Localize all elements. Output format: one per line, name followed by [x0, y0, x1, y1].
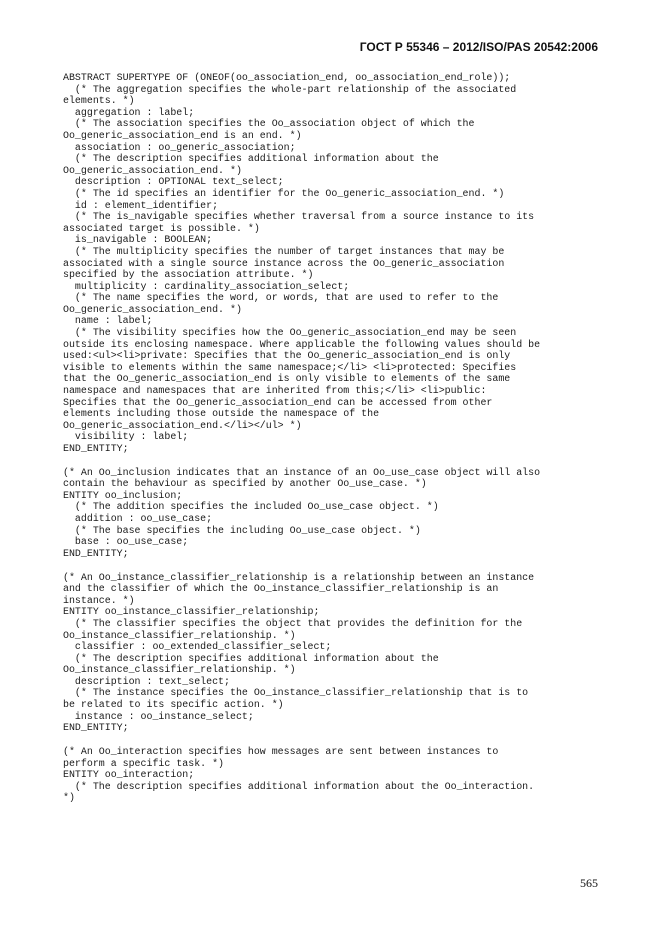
code-line: description : OPTIONAL text_select; — [63, 176, 284, 188]
code-line: Oo_instance_classifier_relationship. *) — [63, 664, 296, 676]
code-line: namespace and namespaces that are inherited from this;</li> <li>public: — [63, 385, 487, 397]
code-line: elements including those outside the namespace of the — [63, 408, 380, 420]
express-code-listing — [63, 72, 603, 804]
code-line: used:<ul><li>private: Specifies that the Oo_generic_association_end is only — [63, 350, 511, 362]
code-line: ENTITY oo_instance_classifier_relationship; — [63, 606, 320, 618]
code-line: ABSTRACT SUPERTYPE OF (ONEOF(oo_association_end, oo_association_end_role)); — [63, 72, 511, 83]
code-line: END_ENTITY; — [63, 547, 129, 559]
code-line: instance. *) — [63, 594, 135, 606]
block-separator — [63, 559, 603, 571]
code-line: END_ENTITY; — [63, 722, 129, 734]
code-line: instance : oo_instance_select; — [63, 710, 254, 722]
code-line: and the classifier of which the Oo_instance_classifier_relationship is an — [63, 583, 499, 595]
code-line: (* The description specifies additional information about the — [63, 153, 439, 165]
code-line: (* The association specifies the Oo_association object of which the — [63, 118, 475, 130]
code-line: outside its enclosing namespace. Where applicable the following values should be — [63, 338, 541, 350]
code-line: be related to its specific action. *) — [63, 699, 284, 711]
code-line: (* An Oo_inclusion indicates that an instance of an Oo_use_case object will also — [63, 466, 541, 478]
code-line: specified by the association attribute. *) — [63, 269, 314, 281]
code-line: (* The is_navigable specifies whether traversal from a source instance to its — [63, 211, 535, 223]
code-line: association : oo_generic_association; — [63, 141, 296, 153]
document-header: ГОСТ Р 55346 – 2012/ISO/PAS 20542:2006 — [359, 40, 598, 54]
block-separator — [63, 455, 603, 467]
code-line: Oo_generic_association_end. *) — [63, 303, 242, 315]
code-line: id : element_identifier; — [63, 199, 219, 211]
code-line: elements. *) — [63, 95, 135, 107]
code-line: (* The name specifies the word, or words, that are used to refer to the — [63, 292, 499, 304]
code-line: (* The visibility specifies how the Oo_generic_association_end may be seen — [63, 327, 517, 339]
code-line: (* An Oo_instance_classifier_relationship is a relationship between an instance — [63, 571, 535, 583]
code-line: (* The addition specifies the included Oo_use_case object. *) — [63, 501, 439, 513]
block-separator — [63, 734, 603, 746]
code-line: ENTITY oo_inclusion; — [63, 489, 183, 501]
code-line: that the Oo_generic_association_end is only visible to elements of the same — [63, 373, 511, 385]
code-line: perform a specific task. *) — [63, 757, 225, 769]
code-line: associated target is possible. *) — [63, 222, 260, 234]
code-line: Oo_generic_association_end is an end. *) — [63, 129, 302, 141]
code-line: classifier : oo_extended_classifier_select; — [63, 641, 332, 653]
code-line: is_navigable : BOOLEAN; — [63, 234, 213, 246]
code-line: visibility : label; — [63, 431, 189, 443]
code-line: addition : oo_use_case; — [63, 513, 213, 525]
code-line: aggregation : label; — [63, 106, 195, 118]
page-number: 565 — [580, 876, 598, 890]
code-line: contain the behaviour as specified by another Oo_use_case. *) — [63, 478, 427, 490]
code-line: name : label; — [63, 315, 153, 327]
code-line: description : text_select; — [63, 675, 230, 687]
code-line: associated with a single source instance across the Oo_generic_association — [63, 257, 505, 269]
code-line: (* The description specifies additional information about the — [63, 652, 439, 664]
code-line: (* The multiplicity specifies the number of target instances that may be — [63, 245, 505, 257]
code-line: (* The instance specifies the Oo_instance_classifier_relationship that is to — [63, 687, 529, 699]
code-line: ENTITY oo_interaction; — [63, 769, 195, 781]
code-line: Oo_generic_association_end. *) — [63, 164, 242, 176]
code-line: (* An Oo_interaction specifies how messages are sent between instances to — [63, 745, 499, 757]
code-line: (* The aggregation specifies the whole-part relationship of the associated — [63, 83, 517, 95]
code-line: (* The id specifies an identifier for the Oo_generic_association_end. *) — [63, 187, 505, 199]
code-line: END_ENTITY; — [63, 443, 129, 454]
code-line: (* The base specifies the including Oo_use_case object. *) — [63, 524, 421, 536]
code-line: *) — [63, 792, 75, 804]
code-line: multiplicity : cardinality_association_select; — [63, 280, 350, 292]
code-line: (* The classifier specifies the object that provides the definition for the — [63, 617, 523, 629]
code-line: visible to elements within the same namespace;</li> <li>protected: Specifies — [63, 361, 517, 373]
code-line: Oo_instance_classifier_relationship. *) — [63, 629, 296, 641]
code-line: (* The description specifies additional information about the Oo_interaction. — [63, 780, 535, 792]
code-line: Specifies that the Oo_generic_association_end can be accessed from other — [63, 396, 493, 408]
code-line: base : oo_use_case; — [63, 536, 189, 548]
code-line: Oo_generic_association_end.</li></ul> *) — [63, 419, 302, 431]
